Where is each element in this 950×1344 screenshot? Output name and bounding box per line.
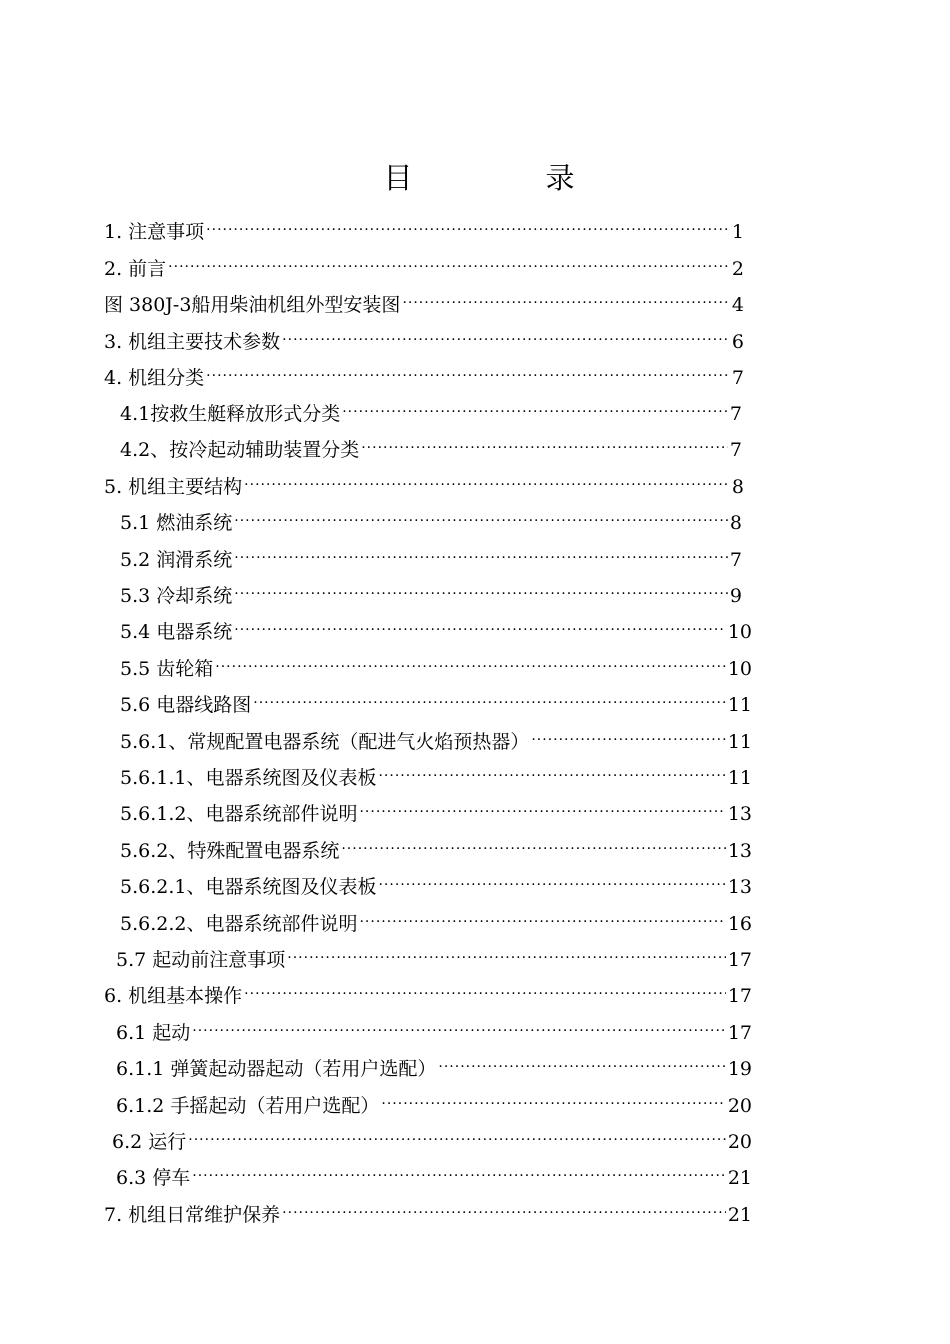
toc-entry-label: 6.3 停车 bbox=[116, 1167, 191, 1189]
toc-entry-page: 11 bbox=[727, 767, 752, 789]
toc-entry-page: 1 bbox=[731, 221, 744, 243]
toc-entry-page: 10 bbox=[727, 621, 752, 643]
toc-entry-label: 4.2、按冷起动辅助装置分类 bbox=[120, 439, 360, 461]
toc-leader-dots bbox=[206, 220, 730, 240]
toc-entry[interactable] bbox=[104, 214, 744, 244]
toc-entry-label: 2. 前言 bbox=[104, 258, 167, 280]
toc-leader-dots bbox=[282, 1203, 726, 1223]
toc-entry-label: 5. 机组主要结构 bbox=[104, 476, 243, 498]
toc-entry-label: 5.2 润滑系统 bbox=[120, 549, 233, 571]
toc-entry-page: 16 bbox=[727, 913, 752, 935]
toc-entry[interactable] bbox=[120, 869, 752, 899]
toc-entry-page: 21 bbox=[727, 1204, 752, 1226]
toc-entry-label: 5.7 起动前注意事项 bbox=[116, 949, 286, 971]
toc-entry-label: 5.6.2、特殊配置电器系统 bbox=[120, 840, 340, 862]
toc-entry-label: 5.6.1.2、电器系统部件说明 bbox=[120, 803, 358, 825]
toc-leader-dots bbox=[531, 730, 725, 750]
toc-entry[interactable] bbox=[116, 942, 752, 972]
toc-leader-dots bbox=[359, 802, 725, 822]
toc-entry[interactable] bbox=[116, 1015, 752, 1045]
toc-entry-page: 11 bbox=[727, 731, 752, 753]
toc-leader-dots bbox=[342, 402, 728, 422]
toc-leader-dots bbox=[215, 657, 726, 677]
toc-entry-label: 4.1按救生艇释放形式分类 bbox=[120, 403, 341, 425]
toc-entry-page: 2 bbox=[731, 258, 744, 280]
toc-entry-page: 9 bbox=[729, 585, 742, 607]
toc-entry-label: 6.1.1 弹簧起动器起动（若用户选配） bbox=[116, 1058, 437, 1080]
toc-entry-page: 13 bbox=[727, 840, 752, 862]
toc-leader-dots bbox=[378, 875, 725, 895]
toc-entry-page: 8 bbox=[731, 476, 744, 498]
toc-leader-dots bbox=[234, 511, 728, 531]
toc-entry-page: 10 bbox=[727, 658, 752, 680]
toc-leader-dots bbox=[234, 584, 728, 604]
toc-entry-page: 20 bbox=[727, 1131, 752, 1153]
toc-entry[interactable] bbox=[120, 906, 752, 936]
toc-leader-dots bbox=[359, 912, 725, 932]
toc-entry-label: 5.5 齿轮箱 bbox=[120, 658, 214, 680]
toc-entry[interactable] bbox=[120, 760, 752, 790]
toc-entry[interactable] bbox=[104, 978, 752, 1008]
toc-entry[interactable] bbox=[104, 324, 744, 354]
toc-leader-dots bbox=[244, 984, 726, 1004]
toc-entry-label: 5.4 电器系统 bbox=[120, 621, 233, 643]
toc-entry-label: 6.1.2 手摇起动（若用户选配） bbox=[116, 1095, 380, 1117]
toc-entry[interactable] bbox=[104, 469, 744, 499]
toc-entry[interactable] bbox=[120, 687, 752, 717]
toc-leader-dots bbox=[206, 366, 730, 386]
toc-entry[interactable] bbox=[104, 360, 744, 390]
toc-entry-page: 17 bbox=[727, 1022, 752, 1044]
toc-entry[interactable] bbox=[120, 724, 752, 754]
toc-leader-dots bbox=[361, 438, 728, 458]
toc-entry[interactable] bbox=[116, 1051, 752, 1081]
toc-entry[interactable] bbox=[112, 1124, 752, 1154]
toc-leader-dots bbox=[234, 548, 728, 568]
toc-entry-label: 5.6.1、常规配置电器系统（配进气火焰预热器） bbox=[120, 731, 530, 753]
toc-entry-label: 5.6.2.2、电器系统部件说明 bbox=[120, 913, 358, 935]
toc-entry[interactable] bbox=[120, 614, 752, 644]
toc-entry-label: 5.1 燃油系统 bbox=[120, 512, 233, 534]
toc-entry-page: 13 bbox=[727, 803, 752, 825]
toc-leader-dots bbox=[402, 293, 729, 313]
toc-entry[interactable] bbox=[116, 1088, 752, 1118]
toc-entry-page: 21 bbox=[727, 1167, 752, 1189]
toc-entry-label: 6.1 起动 bbox=[116, 1022, 191, 1044]
toc-entry-label: 5.6.2.1、电器系统图及仪表板 bbox=[120, 876, 377, 898]
toc-entry-label: 4. 机组分类 bbox=[104, 367, 205, 389]
toc-entry[interactable] bbox=[120, 542, 742, 572]
toc-entry[interactable] bbox=[120, 833, 752, 863]
toc-entry[interactable] bbox=[120, 651, 752, 681]
toc-entry[interactable] bbox=[116, 1160, 752, 1190]
toc-entry-page: 4 bbox=[731, 294, 744, 316]
toc-leader-dots bbox=[282, 330, 730, 350]
toc-leader-dots bbox=[244, 475, 730, 495]
toc-entry-label: 5.6 电器线路图 bbox=[120, 694, 252, 716]
toc-entry-label: 5.3 冷却系统 bbox=[120, 585, 233, 607]
toc-entry[interactable] bbox=[104, 287, 744, 317]
toc-entry[interactable] bbox=[120, 578, 742, 608]
toc-entry-label: 5.6.1.1、电器系统图及仪表板 bbox=[120, 767, 377, 789]
toc-entry-page: 7 bbox=[731, 367, 744, 389]
toc-entry-page: 11 bbox=[727, 694, 752, 716]
toc-entry[interactable] bbox=[120, 432, 742, 462]
toc-leader-dots bbox=[192, 1166, 726, 1186]
toc-entry[interactable] bbox=[120, 796, 752, 826]
toc-leader-dots bbox=[253, 693, 726, 713]
toc-entry-page: 7 bbox=[729, 549, 742, 571]
toc-entry-label: 7. 机组日常维护保养 bbox=[104, 1204, 281, 1226]
toc-entry-label: 图 380J-3船用柴油机组外型安装图 bbox=[104, 294, 401, 316]
toc-leader-dots bbox=[341, 839, 725, 859]
toc-entry-page: 17 bbox=[727, 985, 752, 1007]
toc-title: 目 录 bbox=[383, 161, 627, 195]
toc-entry-page: 13 bbox=[727, 876, 752, 898]
toc-entry[interactable] bbox=[120, 396, 742, 426]
toc-leader-dots bbox=[192, 1021, 726, 1041]
toc-leader-dots bbox=[381, 1094, 725, 1114]
toc-entry[interactable] bbox=[104, 1197, 752, 1227]
toc-entry-label: 3. 机组主要技术参数 bbox=[104, 331, 281, 353]
toc-leader-dots bbox=[188, 1130, 726, 1150]
toc-entry-page: 7 bbox=[729, 403, 742, 425]
toc-entry-label: 6.2 运行 bbox=[112, 1131, 187, 1153]
toc-entry-page: 20 bbox=[727, 1095, 752, 1117]
toc-entry[interactable] bbox=[104, 251, 744, 281]
toc-leader-dots bbox=[378, 766, 725, 786]
toc-entry-page: 17 bbox=[727, 949, 752, 971]
toc-entry-page: 6 bbox=[731, 331, 744, 353]
toc-leader-dots bbox=[287, 948, 726, 968]
toc-entry-label: 1. 注意事项 bbox=[104, 221, 205, 243]
toc-entry[interactable] bbox=[120, 505, 742, 535]
toc-leader-dots bbox=[438, 1057, 725, 1077]
toc-entry-page: 8 bbox=[729, 512, 742, 534]
toc-entry-page: 19 bbox=[727, 1058, 752, 1080]
toc-leader-dots bbox=[168, 257, 730, 277]
toc-leader-dots bbox=[234, 620, 726, 640]
toc-entry-label: 6. 机组基本操作 bbox=[104, 985, 243, 1007]
toc-entry-page: 7 bbox=[729, 439, 742, 461]
